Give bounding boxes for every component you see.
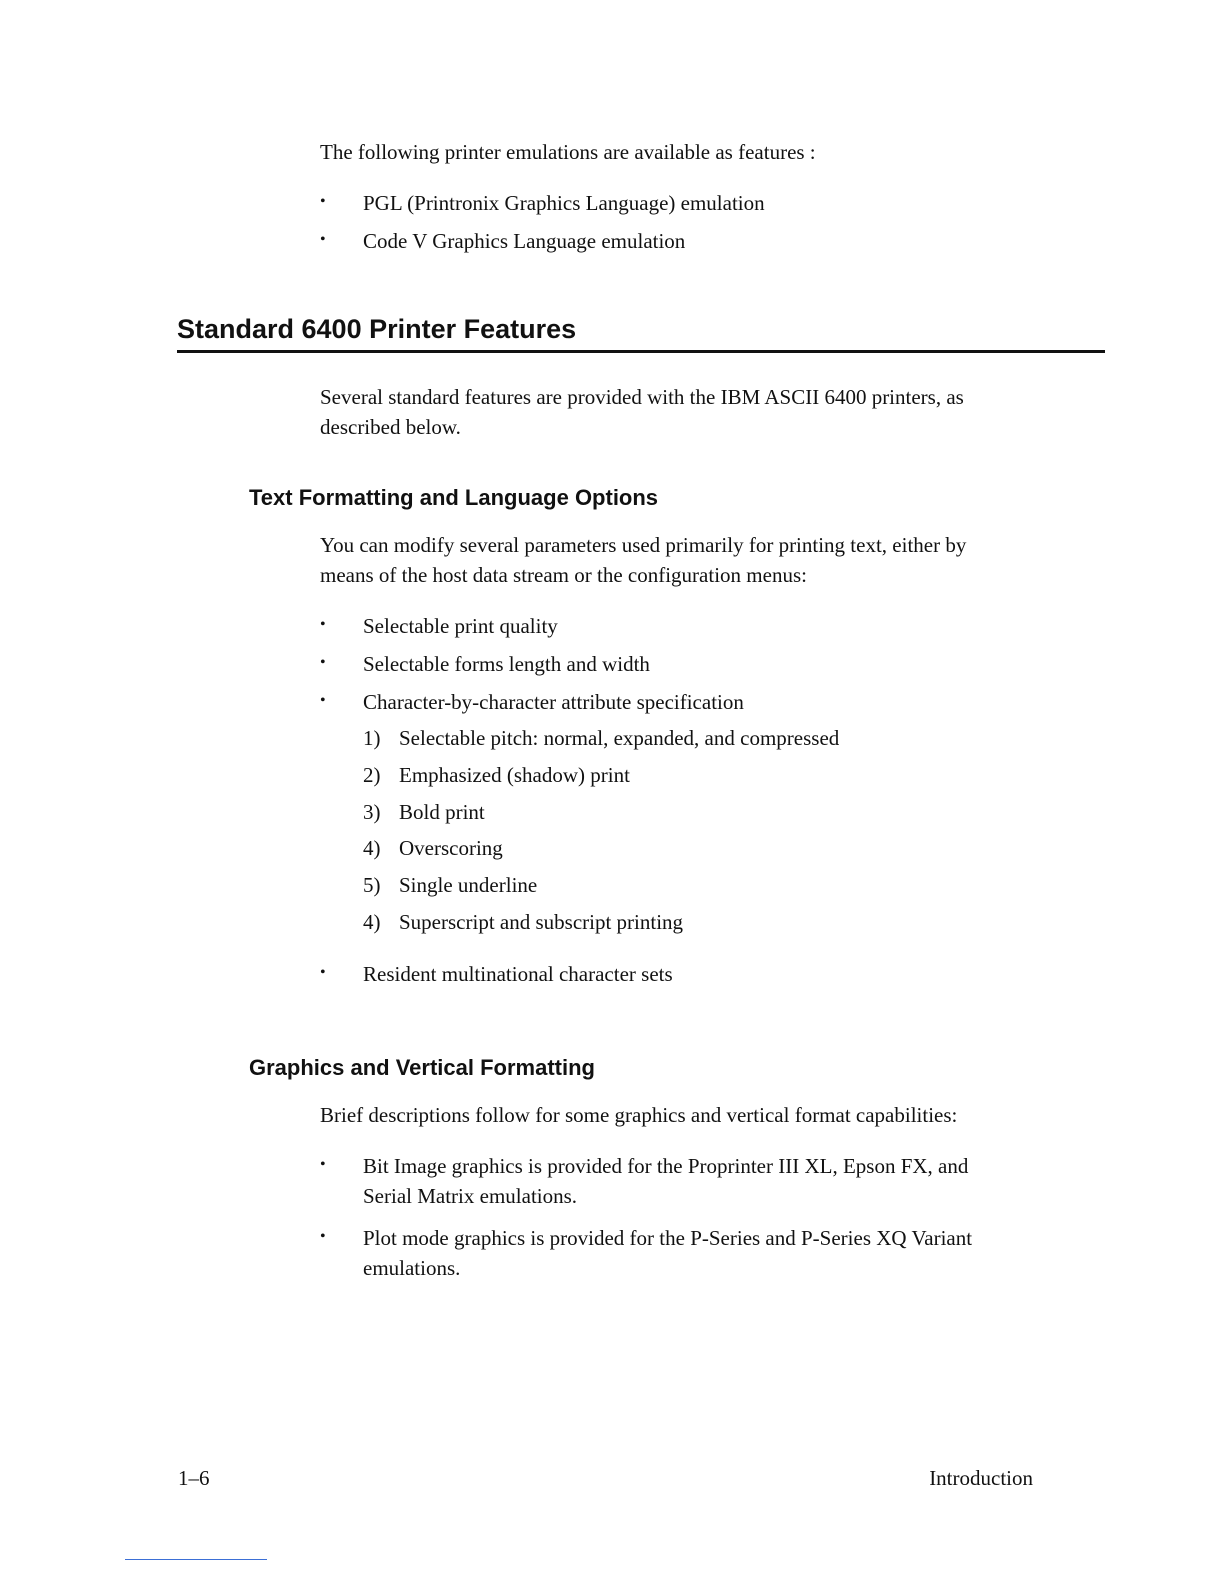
numbered-item: Bold print — [399, 800, 485, 824]
bottom-divider — [125, 1559, 267, 1560]
graphics-paragraph: Brief descriptions follow for some graphics and vertical format capabilities: — [320, 1103, 958, 1127]
text-formatting-paragraph-line1: You can modify several parameters used primarily for printing text, either by — [320, 533, 967, 557]
bullet-icon: • — [320, 654, 326, 671]
numbered-item-marker: 1) — [363, 726, 381, 750]
list-item: Character-by-character attribute specification — [363, 690, 744, 714]
list-item: Selectable forms length and width — [363, 652, 650, 676]
numbered-item-marker: 4) — [363, 910, 381, 934]
numbered-item-marker: 5) — [363, 873, 381, 897]
list-item-line2: Serial Matrix emulations. — [363, 1184, 578, 1208]
numbered-item: Superscript and subscript printing — [399, 910, 684, 934]
list-item: Selectable print quality — [363, 614, 558, 638]
bullet-icon: • — [320, 1228, 326, 1245]
text-formatting-paragraph-line2: means of the host data stream or the configuration menus: — [320, 563, 807, 587]
bullet-icon: • — [320, 1156, 326, 1173]
intro-lead: The following printer emulations are available as features : — [320, 140, 816, 164]
subsection-title-text-formatting: Text Formatting and Language Options — [249, 485, 659, 510]
list-item-line1: Bit Image graphics is provided for the Proprinter III XL, Epson FX, and — [363, 1154, 969, 1178]
numbered-item-marker: 4) — [363, 836, 381, 860]
list-item: Code V Graphics Language emulation — [363, 229, 686, 253]
bullet-icon: • — [320, 231, 326, 248]
numbered-item: Overscoring — [399, 836, 503, 860]
list-item: Resident multinational character sets — [363, 962, 673, 986]
section-rule — [177, 350, 1105, 353]
bullet-icon: • — [320, 692, 326, 709]
numbered-item: Selectable pitch: normal, expanded, and compressed — [399, 726, 840, 750]
bullet-icon: • — [320, 193, 326, 210]
numbered-item: Single underline — [399, 873, 538, 897]
subsection-title-graphics: Graphics and Vertical Formatting — [249, 1055, 595, 1080]
bullet-icon: • — [320, 616, 326, 633]
list-item: PGL (Printronix Graphics Language) emulation — [363, 191, 765, 215]
numbered-item-marker: 2) — [363, 763, 381, 787]
numbered-item-marker: 3) — [363, 800, 381, 824]
numbered-item: Emphasized (shadow) print — [399, 763, 630, 787]
section-title: Standard 6400 Printer Features — [177, 314, 577, 344]
section-paragraph-line1: Several standard features are provided with the IBM ASCII 6400 printers, as — [320, 385, 964, 409]
page-number: 1–6 — [178, 1466, 210, 1490]
list-item-line1: Plot mode graphics is provided for the P-Series and P-Series XQ Variant — [363, 1226, 973, 1250]
list-item-line2: emulations. — [363, 1256, 461, 1280]
bullet-icon: • — [320, 964, 326, 981]
chapter-name: Introduction — [929, 1466, 1033, 1490]
section-paragraph-line2: described below. — [320, 415, 461, 439]
